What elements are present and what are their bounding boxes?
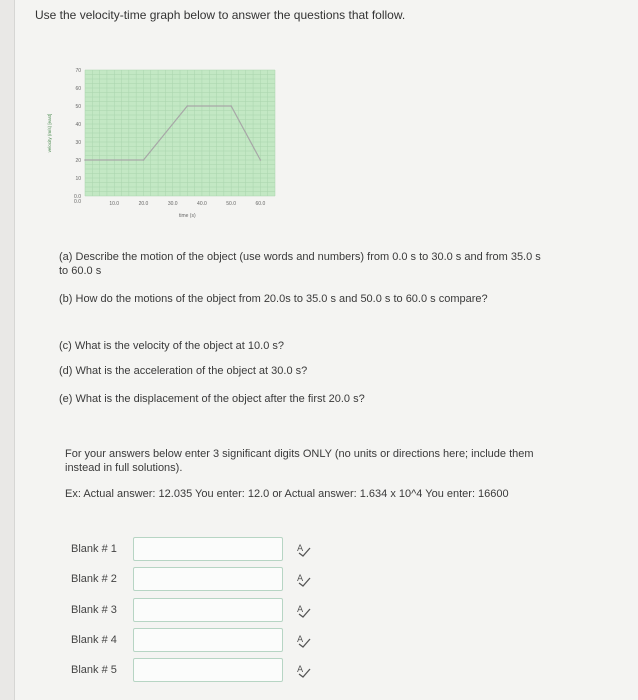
data-point: [260, 159, 262, 161]
spellcheck-icon[interactable]: [297, 541, 311, 557]
y-tick-label: 30: [75, 140, 81, 146]
example-note: Ex: Actual answer: 12.035 You enter: 12.0 or Actual answer: 1.634 x 10^4 You enter: 16600: [65, 488, 509, 500]
x-tick-label: 30.0: [167, 201, 178, 207]
blank-input-5[interactable]: [133, 658, 283, 682]
spellcheck-icon[interactable]: [297, 632, 311, 648]
blank-input-2[interactable]: [133, 567, 283, 591]
blank-label: Blank # 4: [71, 634, 117, 646]
blank-label: Blank # 1: [71, 543, 117, 555]
velocity-time-graph: [45, 58, 285, 238]
blank-label: Blank # 5: [71, 664, 117, 676]
x-tick-label: 10.0: [109, 201, 120, 207]
question-a: (a) Describe the motion of the object (use words and numbers) from 0.0 s to 30.0 s and from 35.0 s to 60.0 s: [59, 251, 541, 277]
y-tick-label: 40: [75, 122, 81, 128]
svg-text:A: A: [297, 544, 304, 554]
spellcheck-icon[interactable]: [297, 602, 311, 618]
blank-label: Blank # 2: [71, 573, 117, 585]
answers-instructions: For your answers below enter 3 significant digits ONLY (no units or directions here; include them instead in full solutions).: [65, 448, 534, 474]
question-e: (e) What is the displacement of the object after the first 20.0 s?: [59, 393, 365, 405]
instructions-text: Use the velocity-time graph below to answer the questions that follow.: [35, 8, 406, 22]
spellcheck-icon[interactable]: [297, 571, 311, 587]
data-point: [230, 105, 232, 107]
y-tick-label: 0.0: [74, 194, 81, 200]
data-point: [143, 159, 145, 161]
svg-text:A: A: [297, 605, 304, 615]
blank-input-3[interactable]: [133, 598, 283, 622]
question-d: (d) What is the acceleration of the object at 30.0 s?: [59, 365, 308, 377]
svg-text:A: A: [297, 574, 304, 584]
svg-text:A: A: [297, 635, 304, 645]
x-tick-label: 60.0: [255, 201, 266, 207]
question-b: (b) How do the motions of the object from 20.0s to 35.0 s and 50.0 s to 60.0 s compare?: [59, 293, 488, 305]
spellcheck-icon[interactable]: [297, 662, 311, 678]
x-tick-label: 50.0: [226, 201, 237, 207]
x-tick-label: 40.0: [197, 201, 207, 207]
y-tick-label: 10: [75, 176, 81, 182]
question-panel: [14, 0, 638, 700]
blank-input-1[interactable]: [133, 537, 283, 561]
y-tick-label: 50: [75, 104, 81, 110]
y-tick-label: 60: [75, 86, 81, 92]
x-tick-label: 20.0: [138, 201, 149, 207]
data-point: [84, 159, 86, 161]
x-axis-label: time (s): [178, 213, 196, 219]
blank-input-4[interactable]: [133, 628, 283, 652]
svg-text:A: A: [297, 665, 304, 675]
data-point: [187, 105, 189, 107]
y-tick-label: 20: [75, 158, 81, 164]
y-tick-label: 70: [75, 68, 81, 74]
question-c: (c) What is the velocity of the object at 10.0 s?: [59, 340, 284, 352]
y-axis-label: velocity (m/s) [east]: [47, 113, 52, 153]
origin-label: 0.0: [74, 199, 81, 205]
blank-label: Blank # 3: [71, 604, 117, 616]
